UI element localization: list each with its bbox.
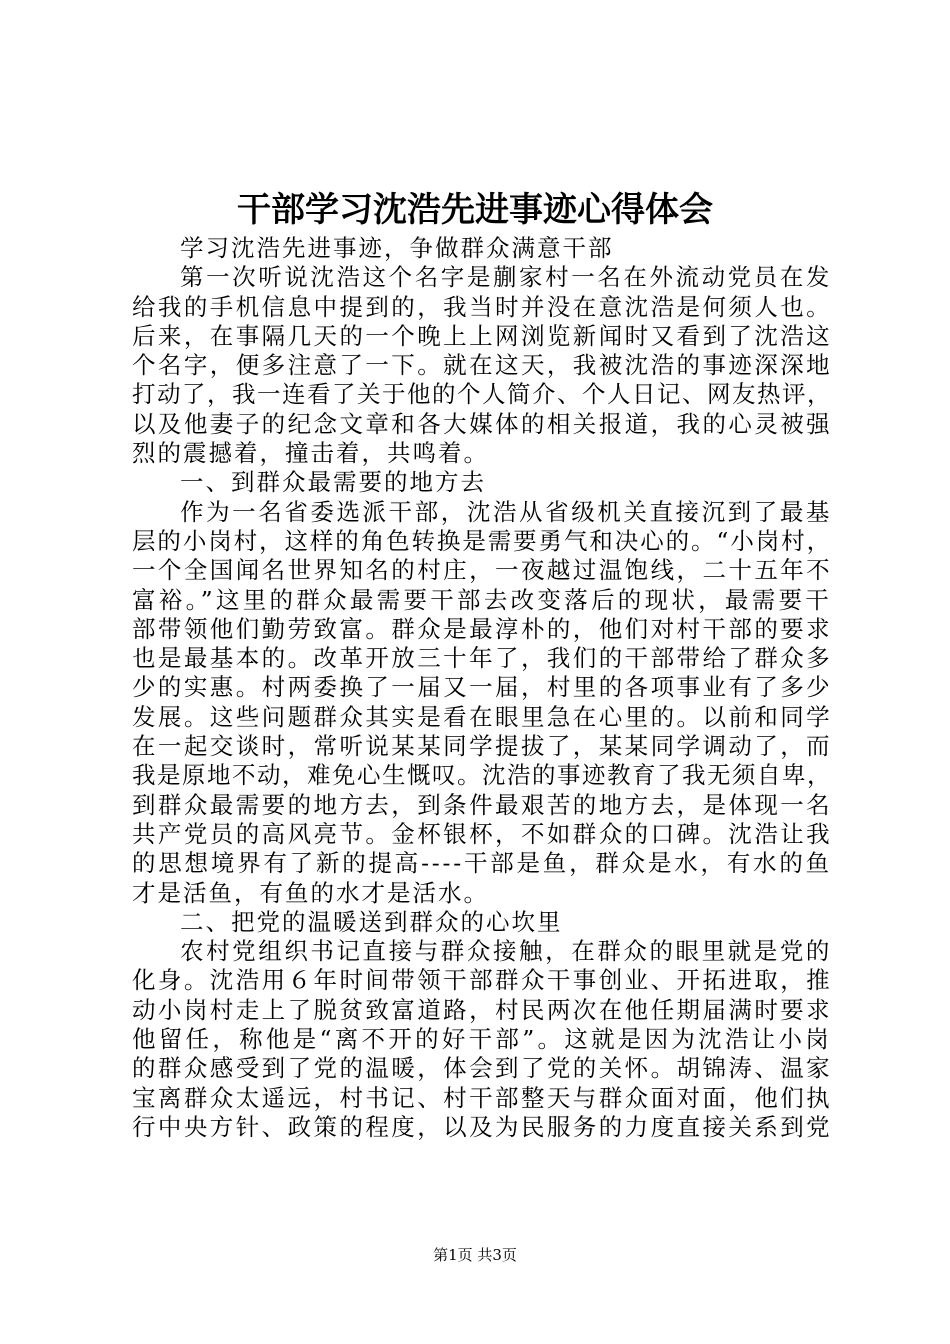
- text-line: 富裕。”这里的群众最需要干部去改变落后的现状，最需要干: [132, 585, 833, 614]
- text-line: 以及他妻子的纪念文章和各大媒体的相关报道，我的心灵被强: [132, 409, 833, 438]
- text-line: 他留任，称他是“离不开的好干部”。这就是因为沈浩让小岗: [132, 1025, 833, 1054]
- paragraph-start-line: 农村党组织书记直接与群众接触，在群众的眼里就是党的: [180, 937, 832, 966]
- paragraph-start-line: 一、到群众最需要的地方去: [180, 468, 486, 497]
- text-line: 部带领他们勤劳致富。群众是最淳朴的，他们对村干部的要求: [132, 614, 833, 643]
- text-line: 少的实惠。村两委换了一届又一届，村里的各项事业有了多少: [132, 673, 833, 702]
- page-footer: 第1页 共3页: [433, 1246, 517, 1264]
- text-line: 打动了，我一连看了关于他的个人简介、个人日记、网友热评，: [132, 380, 832, 409]
- document-body: [132, 234, 832, 1142]
- text-line: 宝离群众太遥远，村书记、村干部整天与群众面对面，他们执: [132, 1083, 833, 1112]
- paragraph-start-line: 第一次听说沈浩这个名字是蒯家村一名在外流动党员在发: [180, 263, 832, 292]
- text-line: 层的小岗村，这样的角色转换是需要勇气和决心的。“小岗村，: [132, 526, 832, 555]
- text-line: 烈的震撼着，撞击着，共鸣着。: [132, 439, 489, 468]
- text-line: 化身。沈浩用６年时间带领干部群众干事创业、开拓进取，推: [132, 966, 833, 995]
- text-line: 在一起交谈时，常听说某某同学提拔了，某某同学调动了，而: [132, 732, 833, 761]
- text-line: 个名字，便多注意了一下。就在这天，我被沈浩的事迹深深地: [132, 351, 833, 380]
- text-line: 我是原地不动，难免心生慨叹。沈浩的事迹教育了我无须自卑，: [132, 761, 832, 790]
- paragraph-start-line: 学习沈浩先进事迹，争做群众满意干部: [180, 234, 614, 262]
- text-line: 共产党员的高风亮节。金杯银杯，不如群众的口碑。沈浩让我: [132, 819, 833, 848]
- text-line: 发展。这些问题群众其实是看在眼里急在心里的。以前和同学: [132, 702, 833, 731]
- paragraph-start-line: 作为一名省委选派干部，沈浩从省级机关直接沉到了最基: [180, 497, 832, 526]
- text-line: 到群众最需要的地方去，到条件最艰苦的地方去，是体现一名: [132, 790, 833, 819]
- text-line: 一个全国闻名世界知名的村庄，一夜越过温饱线，二十五年不: [132, 556, 833, 585]
- text-line: 给我的手机信息中提到的，我当时并没在意沈浩是何须人也。: [132, 292, 833, 321]
- text-line: 后来，在事隔几天的一个晚上上网浏览新闻时又看到了沈浩这: [132, 321, 833, 350]
- text-line: 的群众感受到了党的温暖，体会到了党的关怀。胡锦涛、温家: [132, 1054, 833, 1083]
- document-title: 干部学习沈浩先进事迹心得体会: [237, 190, 713, 230]
- text-line: 动小岗村走上了脱贫致富道路，村民两次在他任期届满时要求: [132, 995, 833, 1024]
- text-line: 的思想境界有了新的提高----干部是鱼，群众是水，有水的鱼: [132, 849, 832, 878]
- text-line: 也是最基本的。改革开放三十年了，我们的干部带给了群众多: [132, 644, 833, 673]
- text-line: 行中央方针、政策的程度，以及为民服务的力度直接关系到党: [132, 1112, 833, 1141]
- paragraph-start-line: 二、把党的温暖送到群众的心坎里: [180, 907, 563, 936]
- text-line: 才是活鱼，有鱼的水才是活水。: [132, 878, 489, 907]
